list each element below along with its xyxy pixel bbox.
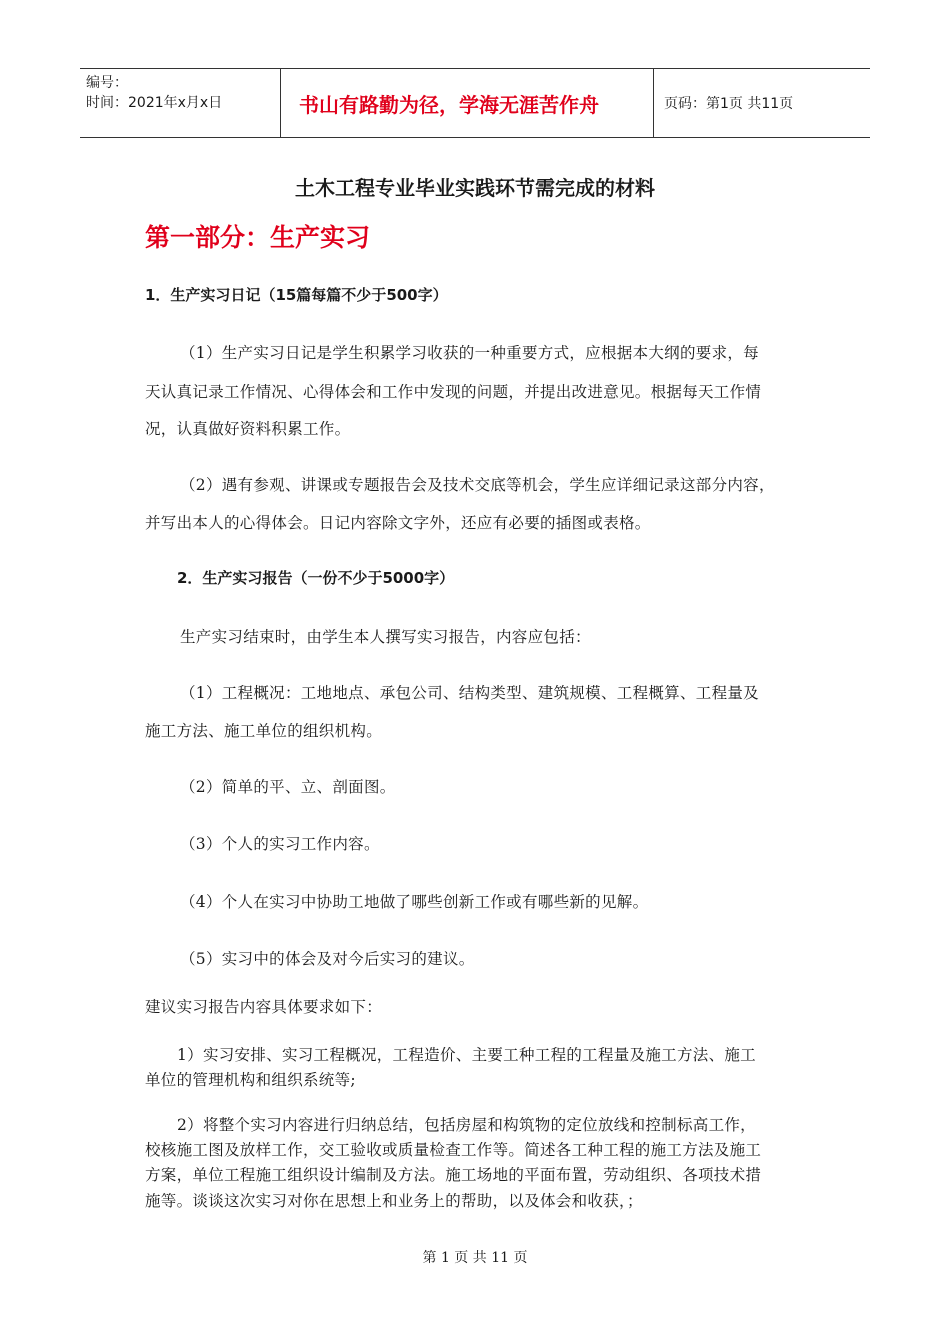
motto-text: 书山有路勤为径，学海无涯苦作舟 xyxy=(299,92,599,117)
section-1-p2-line-1: （2）遇有参观、讲课或专题报告会及技术交底等机会，学生应详细记录这部分内容， xyxy=(180,476,775,494)
page-info: 页码：第1页 共11页 xyxy=(664,96,794,112)
section-2-item-2: （2）简单的平、立、剖面图。 xyxy=(180,778,396,796)
requirement-1-line-1: 1）实习安排、实习工程概况，工程造价、主要工种工程的工程量及施工方法、施工 xyxy=(177,1046,756,1064)
requirement-1-line-2: 单位的管理机构和组织系统等; xyxy=(145,1071,356,1089)
section-2-item-3: （3）个人的实习工作内容。 xyxy=(180,835,380,853)
requirement-2-line-3: 方案，单位工程施工组织设计编制及方法。施工场地的平面布置，劳动组织、各项技术措 xyxy=(145,1166,762,1184)
section-1-p1-line-1: （1）生产实习日记是学生积累学习收获的一种重要方式，应根据本大纲的要求，每 xyxy=(180,344,759,362)
number-label: 编号： xyxy=(86,75,128,91)
page-footer: 第 1 页 共 11 页 xyxy=(422,1250,528,1266)
requirement-2-line-2: 校核施工图及放样工作，交工验收或质量检查工作等。简述各工种工程的施工方法及施工 xyxy=(145,1141,762,1159)
section-2-item-1-line-1: （1）工程概况：工地地点、承包公司、结构类型、建筑规模、工程概算、工程量及 xyxy=(180,684,759,702)
section-2-item-1-line-2: 施工方法、施工单位的组织机构。 xyxy=(145,722,383,740)
section-2-intro: 生产实习结束时，由学生本人撰写实习报告，内容应包括： xyxy=(180,628,591,646)
document-title: 土木工程专业毕业实践环节需完成的材料 xyxy=(295,176,655,200)
section-2-item-4: （4）个人在实习中协助工地做了哪些创新工作或有哪些新的见解。 xyxy=(180,893,649,911)
requirement-2-line-4: 施等。谈谈这次实习对你在思想上和业务上的帮助，以及体会和收获，； xyxy=(145,1192,643,1210)
part-heading: 第一部分：生产实习 xyxy=(145,223,371,252)
section-1-p1-line-2: 天认真记录工作情况、心得体会和工作中发现的问题，并提出改进意见。根据每天工作情 xyxy=(145,383,762,401)
header-motto-cell xyxy=(281,69,654,137)
requirement-2-line-1: 2）将整个实习内容进行归纳总结，包括房屋和构筑物的定位放线和控制标高工作， xyxy=(177,1116,756,1134)
document-header xyxy=(80,68,870,138)
suggest-intro: 建议实习报告内容具体要求如下： xyxy=(145,998,383,1016)
time-label: 时间：2021年x月x日 xyxy=(86,95,223,111)
section-1-heading: 1．生产实习日记（15篇每篇不少于500字） xyxy=(145,286,448,304)
section-2-heading: 2．生产实习报告（一份不少于5000字） xyxy=(177,569,455,587)
section-1-p1-line-3: 况，认真做好资料积累工作。 xyxy=(145,420,351,438)
header-page-cell xyxy=(654,69,870,137)
section-1-p2-line-2: 并写出本人的心得体会。日记内容除文字外，还应有必要的插图或表格。 xyxy=(145,514,651,532)
section-2-item-5: （5）实习中的体会及对今后实习的建议。 xyxy=(180,950,475,968)
header-meta-cell xyxy=(80,69,281,137)
